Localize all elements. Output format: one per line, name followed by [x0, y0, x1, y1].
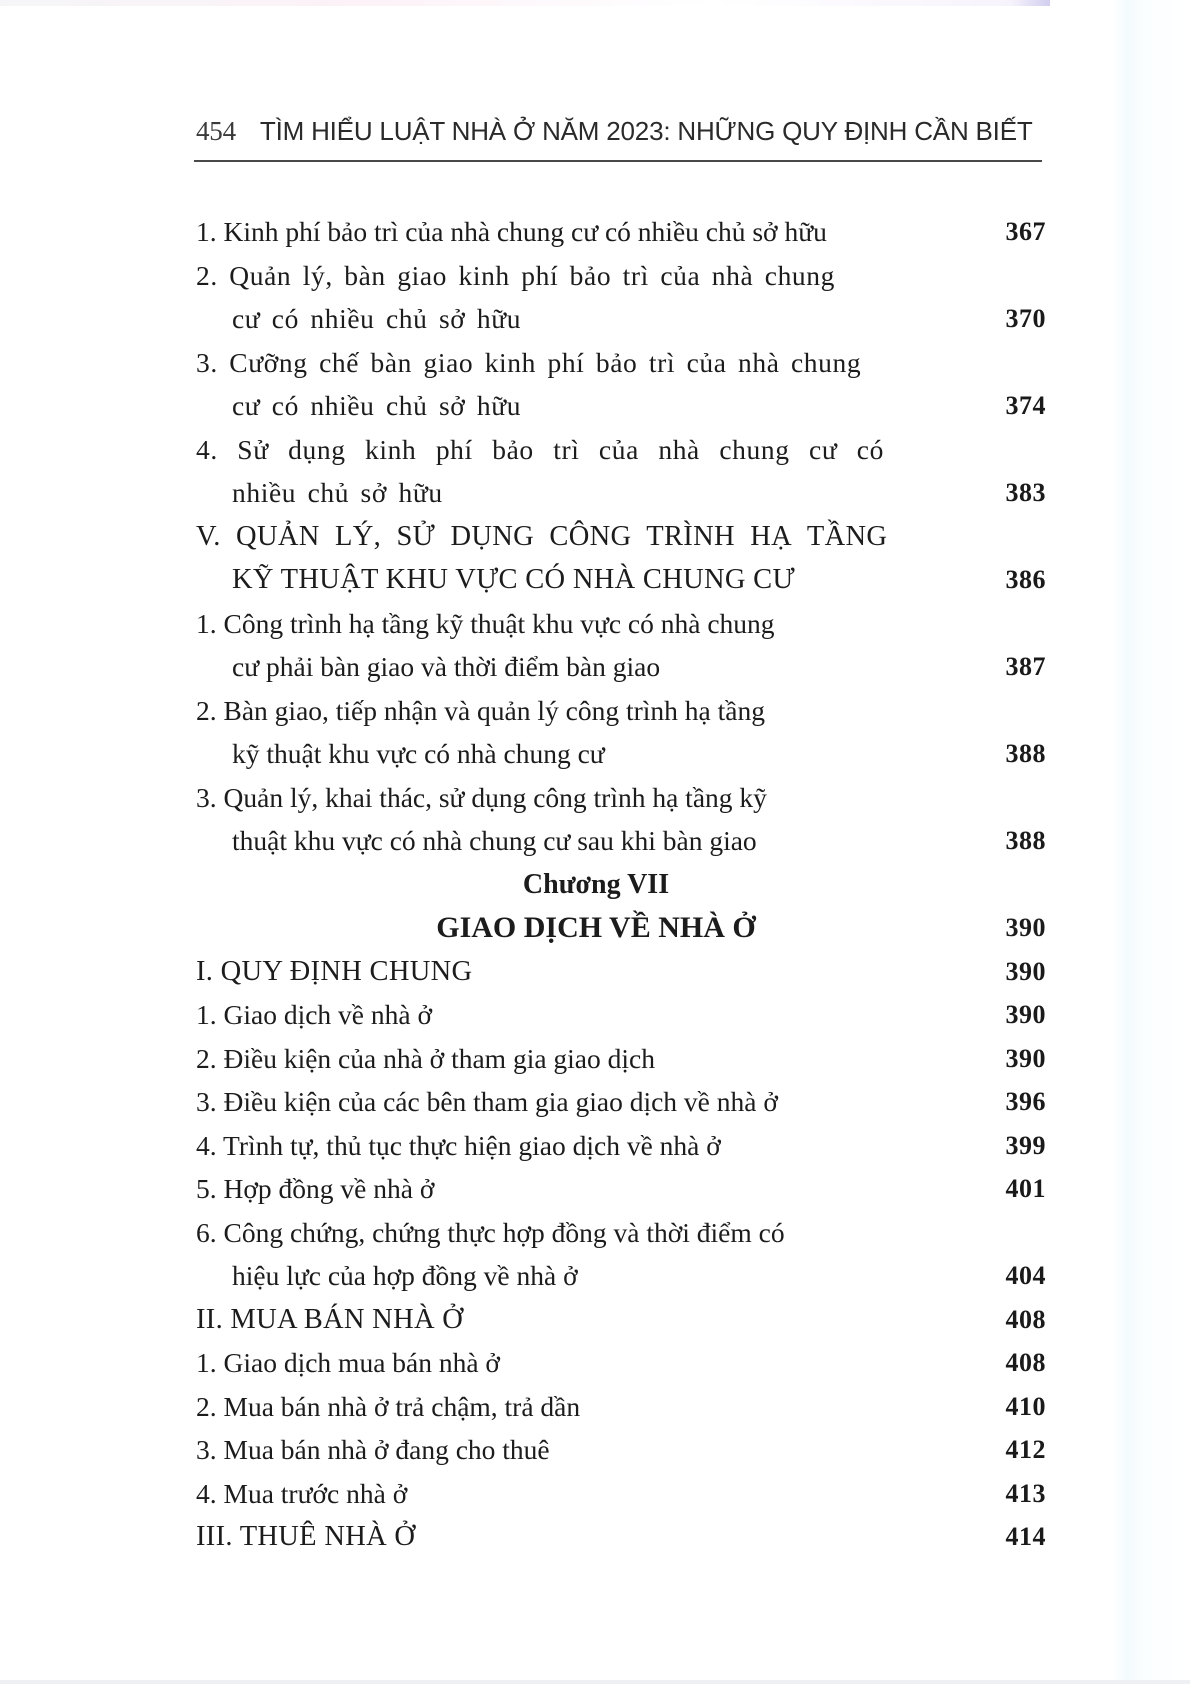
toc-section-entry — [196, 1298, 1056, 1342]
toc-entry-text: 4. Sử dụng kinh phí bảo trì của nhà chung cư có — [196, 433, 884, 465]
toc-section-text: V. QUẢN LÝ, SỬ DỤNG CÔNG TRÌNH HẠ TẦNG — [196, 520, 888, 552]
toc-entry-text-continued: cư có nhiều chủ sở hữu — [232, 390, 522, 421]
toc-page-number: 399 — [1005, 1130, 1046, 1160]
toc-entry — [196, 1211, 1056, 1298]
toc-entry — [196, 210, 1056, 254]
toc-entry-text: 2. Bàn giao, tiếp nhận và quản lý công trình hạ tầng — [196, 694, 765, 726]
toc-page-number: 412 — [1005, 1435, 1046, 1464]
toc-entry-text-continued: cư phải bàn giao và thời điểm bàn giao — [232, 651, 661, 682]
toc-entry-text: 3. Quản lý, khai thác, sử dụng công trình hạ tầng kỹ — [196, 781, 767, 813]
toc-page-number: 370 — [1005, 304, 1046, 333]
toc-section-text: III. THUÊ NHÀ Ở — [196, 1521, 416, 1552]
toc-page-number: 408 — [1005, 1348, 1046, 1377]
toc-entry — [196, 428, 1056, 515]
toc-page-number: 367 — [1005, 217, 1046, 246]
toc-section-text: I. QUY ĐỊNH CHUNG — [196, 955, 473, 987]
toc-entry-text: 3. Điều kiện của các bên tham gia giao dịch về nhà ở — [196, 1086, 778, 1117]
toc-entry — [196, 1037, 1056, 1081]
chapter-title — [196, 906, 1056, 950]
toc-page-number: 408 — [1005, 1304, 1046, 1334]
toc-entry — [196, 341, 1056, 428]
toc-entry-text: 2. Điều kiện của nhà ở tham gia giao dịch — [196, 1042, 655, 1074]
scan-edge-bottom — [0, 1680, 1190, 1684]
toc-page-number: 404 — [1005, 1261, 1046, 1290]
scan-edge-right — [1050, 0, 1190, 1684]
toc-entry-text: 1. Giao dịch mua bán nhà ở — [196, 1347, 500, 1378]
toc-entry-text-continued: hiệu lực của hợp đồng về nhà ở — [232, 1260, 578, 1291]
chapter-title-text: GIAO DỊCH VỀ NHÀ Ở — [436, 911, 756, 944]
toc-entry-text-continued: nhiều chủ sở hữu — [232, 477, 443, 508]
header-rule — [194, 160, 1042, 162]
running-head — [196, 116, 1046, 156]
toc-entry-text: 1. Giao dịch về nhà ở — [196, 999, 433, 1030]
toc-entry — [196, 993, 1056, 1037]
table-of-contents — [196, 210, 1056, 1559]
scan-edge-top — [0, 0, 1190, 6]
toc-entry — [196, 254, 1056, 341]
toc-page-number: 390 — [1005, 1043, 1046, 1073]
toc-entry-text: 1. Kinh phí bảo trì của nhà chung cư có nhiều chủ sở hữu — [196, 216, 827, 247]
toc-page-number: 374 — [1005, 391, 1046, 420]
toc-page-number: 390 — [1005, 1000, 1046, 1029]
toc-entry-text: 2. Quản lý, bàn giao kinh phí bảo trì của nhà chung — [196, 259, 835, 291]
book-title: TÌM HIỂU LUẬT NHÀ Ở NĂM 2023: NHỮNG QUY ĐỊNH CẦN BIẾT — [259, 116, 1033, 146]
toc-section-entry — [196, 515, 1056, 602]
toc-entry — [196, 1080, 1056, 1124]
toc-entry — [196, 689, 1056, 776]
toc-entry-text: 1. Công trình hạ tầng kỹ thuật khu vực có nhà chung — [196, 607, 775, 639]
toc-entry — [196, 776, 1056, 863]
toc-entry — [196, 602, 1056, 689]
toc-entry-text-continued: cư có nhiều chủ sở hữu — [232, 303, 522, 334]
toc-entry — [196, 1124, 1056, 1168]
toc-entry-text: 2. Mua bán nhà ở trả chậm, trả dần — [196, 1390, 581, 1422]
toc-entry — [196, 1167, 1056, 1211]
toc-entry — [196, 1385, 1056, 1429]
toc-entry-text: 3. Mua bán nhà ở đang cho thuê — [196, 1434, 550, 1465]
toc-page-number: 390 — [1005, 956, 1046, 986]
toc-page-number: 401 — [1005, 1174, 1046, 1203]
toc-page-number: 388 — [1005, 739, 1046, 768]
toc-page-number: 387 — [1005, 652, 1046, 681]
toc-section-entry — [196, 950, 1056, 994]
toc-entry-text: 6. Công chứng, chứng thực hợp đồng và thời điểm có — [196, 1216, 785, 1248]
page-number: 454 — [196, 116, 236, 146]
toc-page-number: 383 — [1005, 478, 1046, 507]
toc-entry-text: 4. Mua trước nhà ở — [196, 1477, 408, 1509]
toc-entry-text: 3. Cưỡng chế bàn giao kinh phí bảo trì của nhà chung — [196, 346, 862, 378]
toc-page-number: 410 — [1005, 1391, 1046, 1421]
toc-entry-text-continued: thuật khu vực có nhà chung cư sau khi bàn giao — [232, 825, 757, 856]
toc-page-number: 396 — [1005, 1087, 1046, 1116]
toc-entry-text: 4. Trình tự, thủ tục thực hiện giao dịch về nhà ở — [196, 1129, 721, 1161]
toc-page-number: 414 — [1005, 1522, 1046, 1551]
toc-page-number: 390 — [1005, 913, 1046, 942]
toc-entry — [196, 1472, 1056, 1516]
toc-page-number: 386 — [1005, 565, 1046, 594]
toc-entry — [196, 1341, 1056, 1385]
toc-entry-text-continued: kỹ thuật khu vực có nhà chung cư — [232, 738, 605, 769]
toc-section-entry — [196, 1515, 1056, 1559]
toc-page-number: 413 — [1005, 1478, 1046, 1508]
toc-entry — [196, 1428, 1056, 1472]
toc-section-text-continued: KỸ THUẬT KHU VỰC CÓ NHÀ CHUNG CƯ — [232, 564, 795, 595]
toc-section-text: II. MUA BÁN NHÀ Ở — [196, 1303, 464, 1335]
toc-entry-text: 5. Hợp đồng về nhà ở — [196, 1173, 435, 1204]
toc-page-number: 388 — [1005, 826, 1046, 855]
chapter-label: Chương VII — [522, 868, 670, 900]
